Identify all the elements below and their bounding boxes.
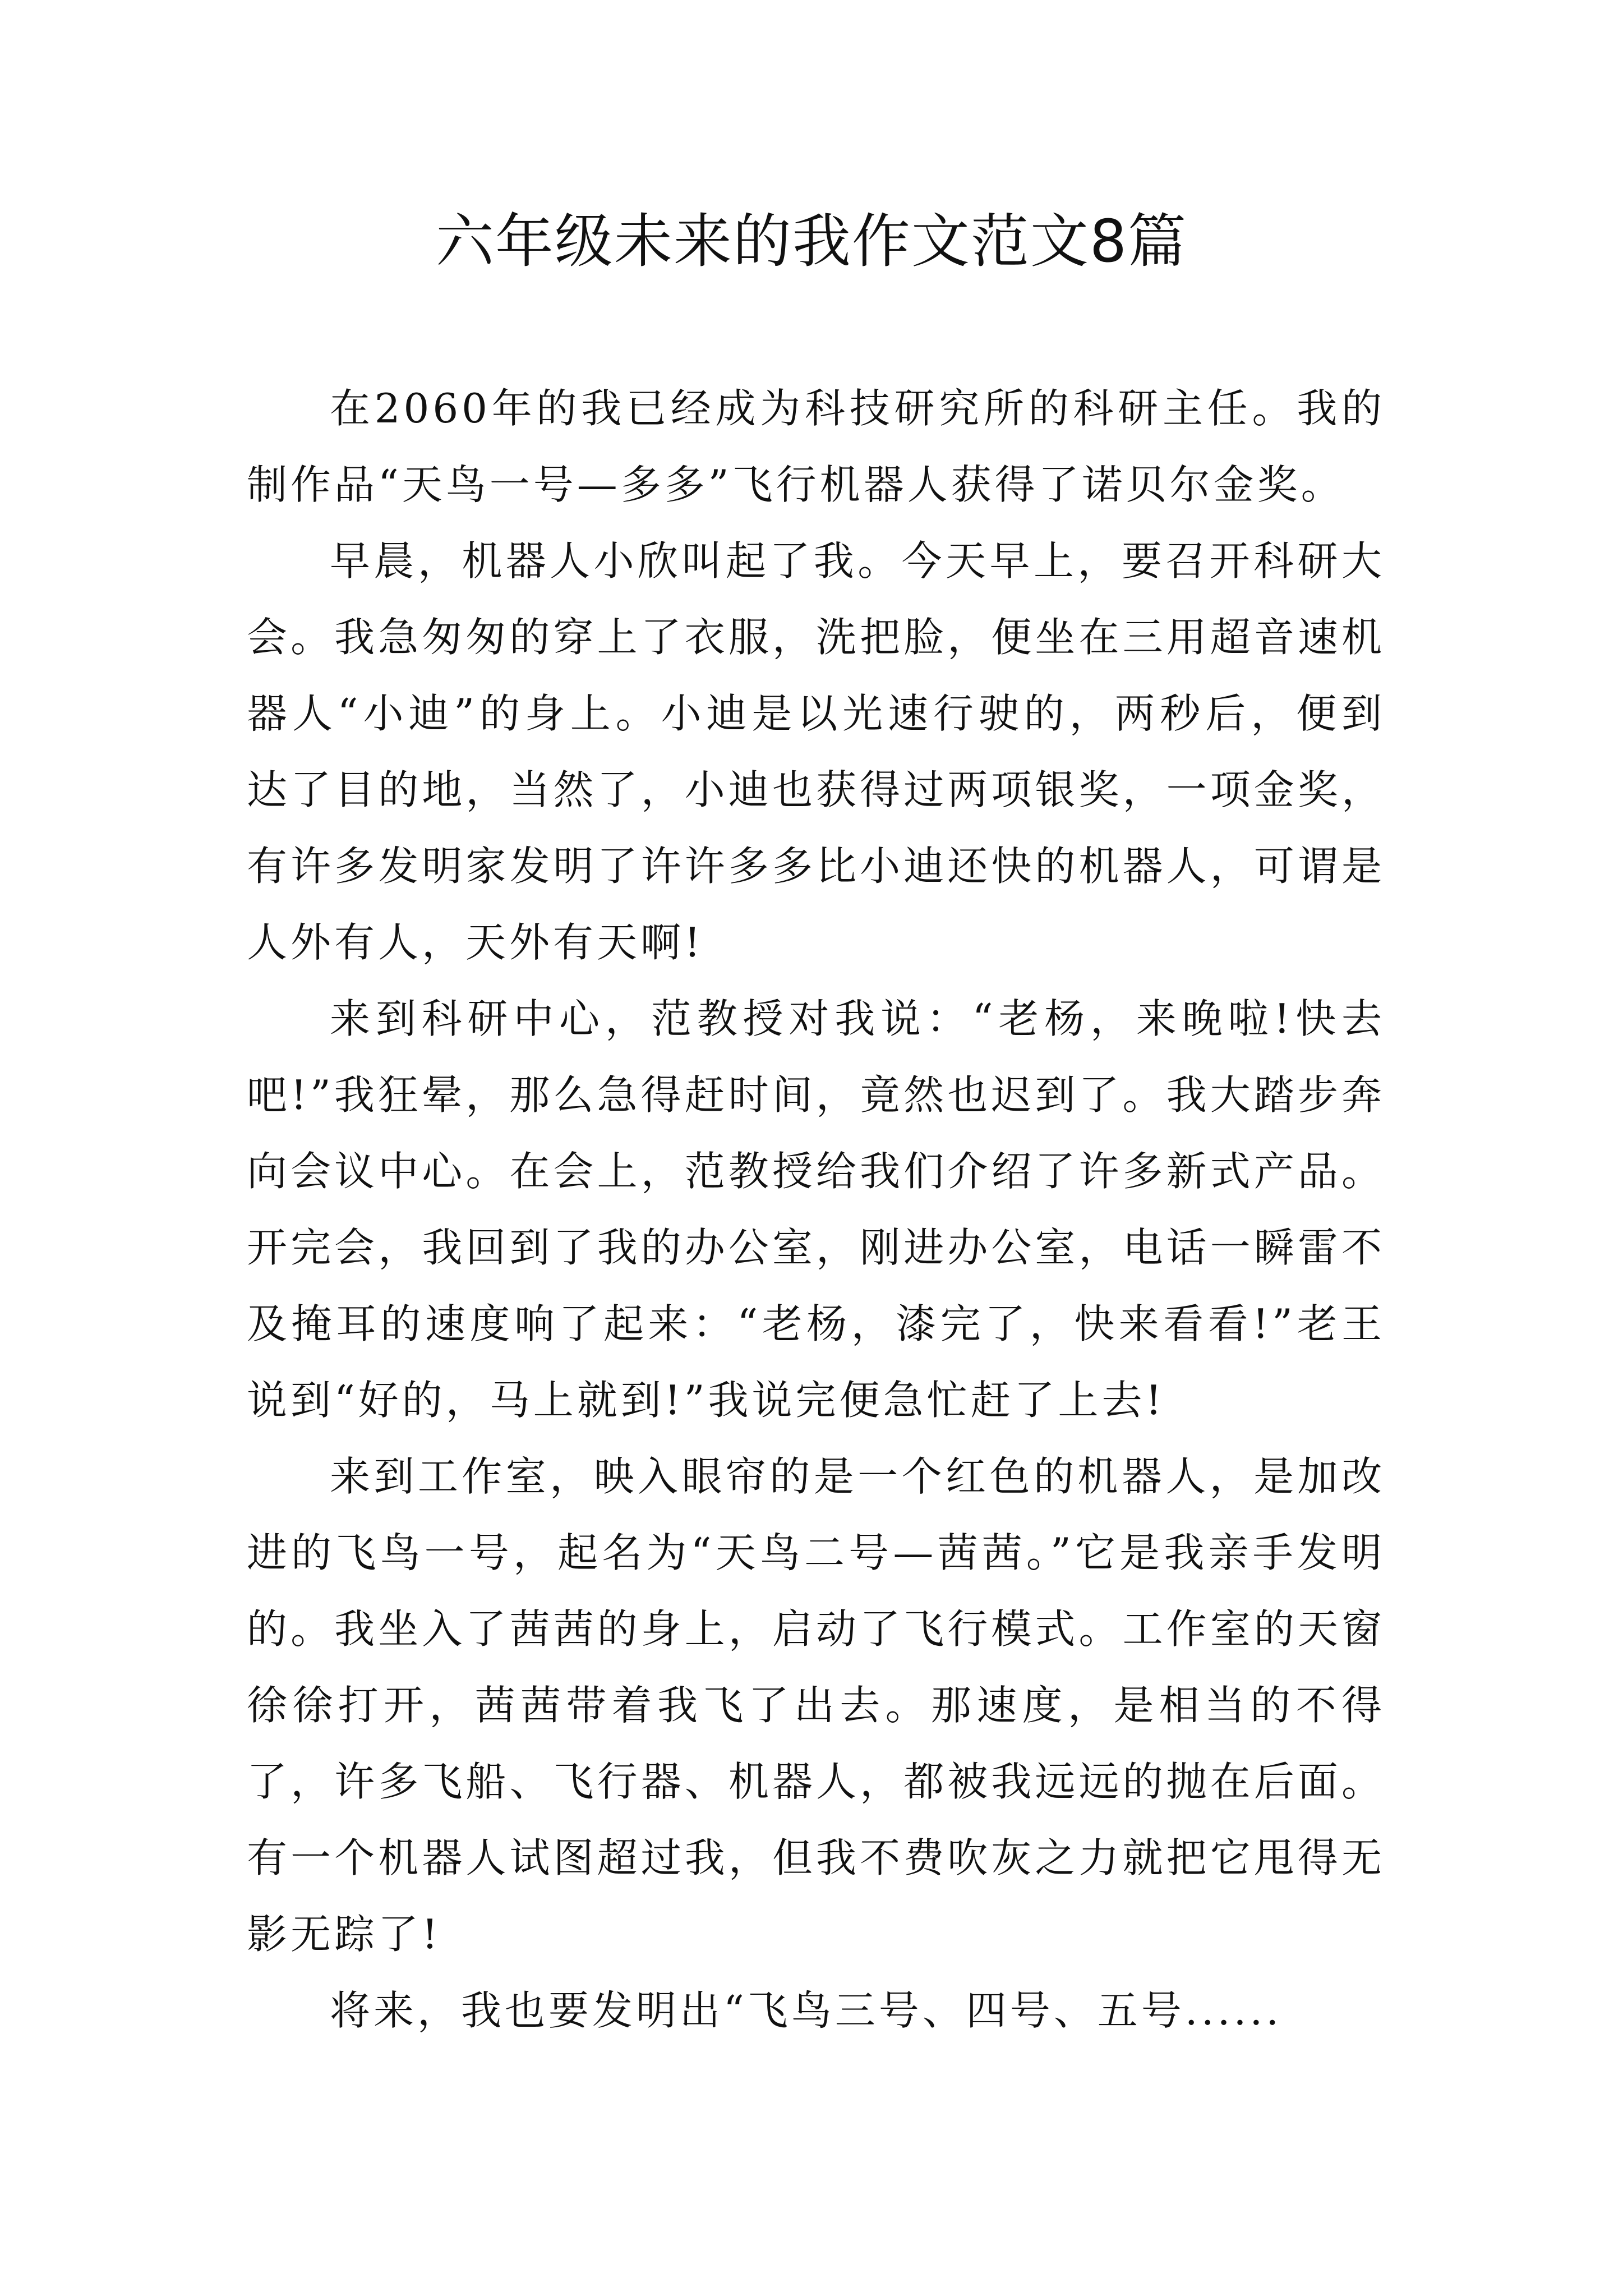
document-title: 六年级未来的我作文范文8篇 [435, 207, 1188, 275]
paragraph: 在2060年的我已经成为科技研究所的科研主任。我的制作品“天鸟一号—多多”飞行机器人获得了诺贝尔金奖。 [247, 385, 1385, 508]
paragraph: 早晨，机器人小欣叫起了我。今天早上，要召开科研大会。我急匆匆的穿上了衣服，洗把脸，便坐在三用超音速机器人“小迪”的身上。小迪是以光速行驶的，两秒后，便到达了目的地，当然了，小迪也获得过两项银奖，一项金奖，有许多发明家发明了许许多多比小迪还快的机器人，可谓是人外有人，天外有天啊! [247, 537, 1385, 966]
paragraph: 将来，我也要发明出“飞鸟三号、四号、五号...... [330, 1987, 1283, 2034]
paragraph: 来到科研中心，范教授对我说：“老杨，来晚啦!快去吧!”我狂晕，那么急得赶时间，竟然也迟到了。我大踏步奔向会议中心。在会上，范教授给我们介绍了许多新式产品。开完会，我回到了我的办公室，刚进办公室，电话一瞬雷不及掩耳的速度响了起来：“老杨，漆完了，快来看看!”老王说到“好的，马上就到!”我说完便急忙赶了上去! [247, 995, 1385, 1424]
paragraph: 来到工作室，映入眼帘的是一个红色的机器人，是加改进的飞鸟一号，起名为“天鸟二号—茜茜。”它是我亲手发明的。我坐入了茜茜的身上，启动了飞行模式。工作室的天窗徐徐打开，茜茜带着我飞了出去。那速度，是相当的不得了，许多飞船、飞行器、机器人，都被我远远的抛在后面。有一个机器人试图超过我，但我不费吹灰之力就把它甩得无影无踪了! [247, 1453, 1385, 1958]
document-body [247, 370, 1385, 2049]
